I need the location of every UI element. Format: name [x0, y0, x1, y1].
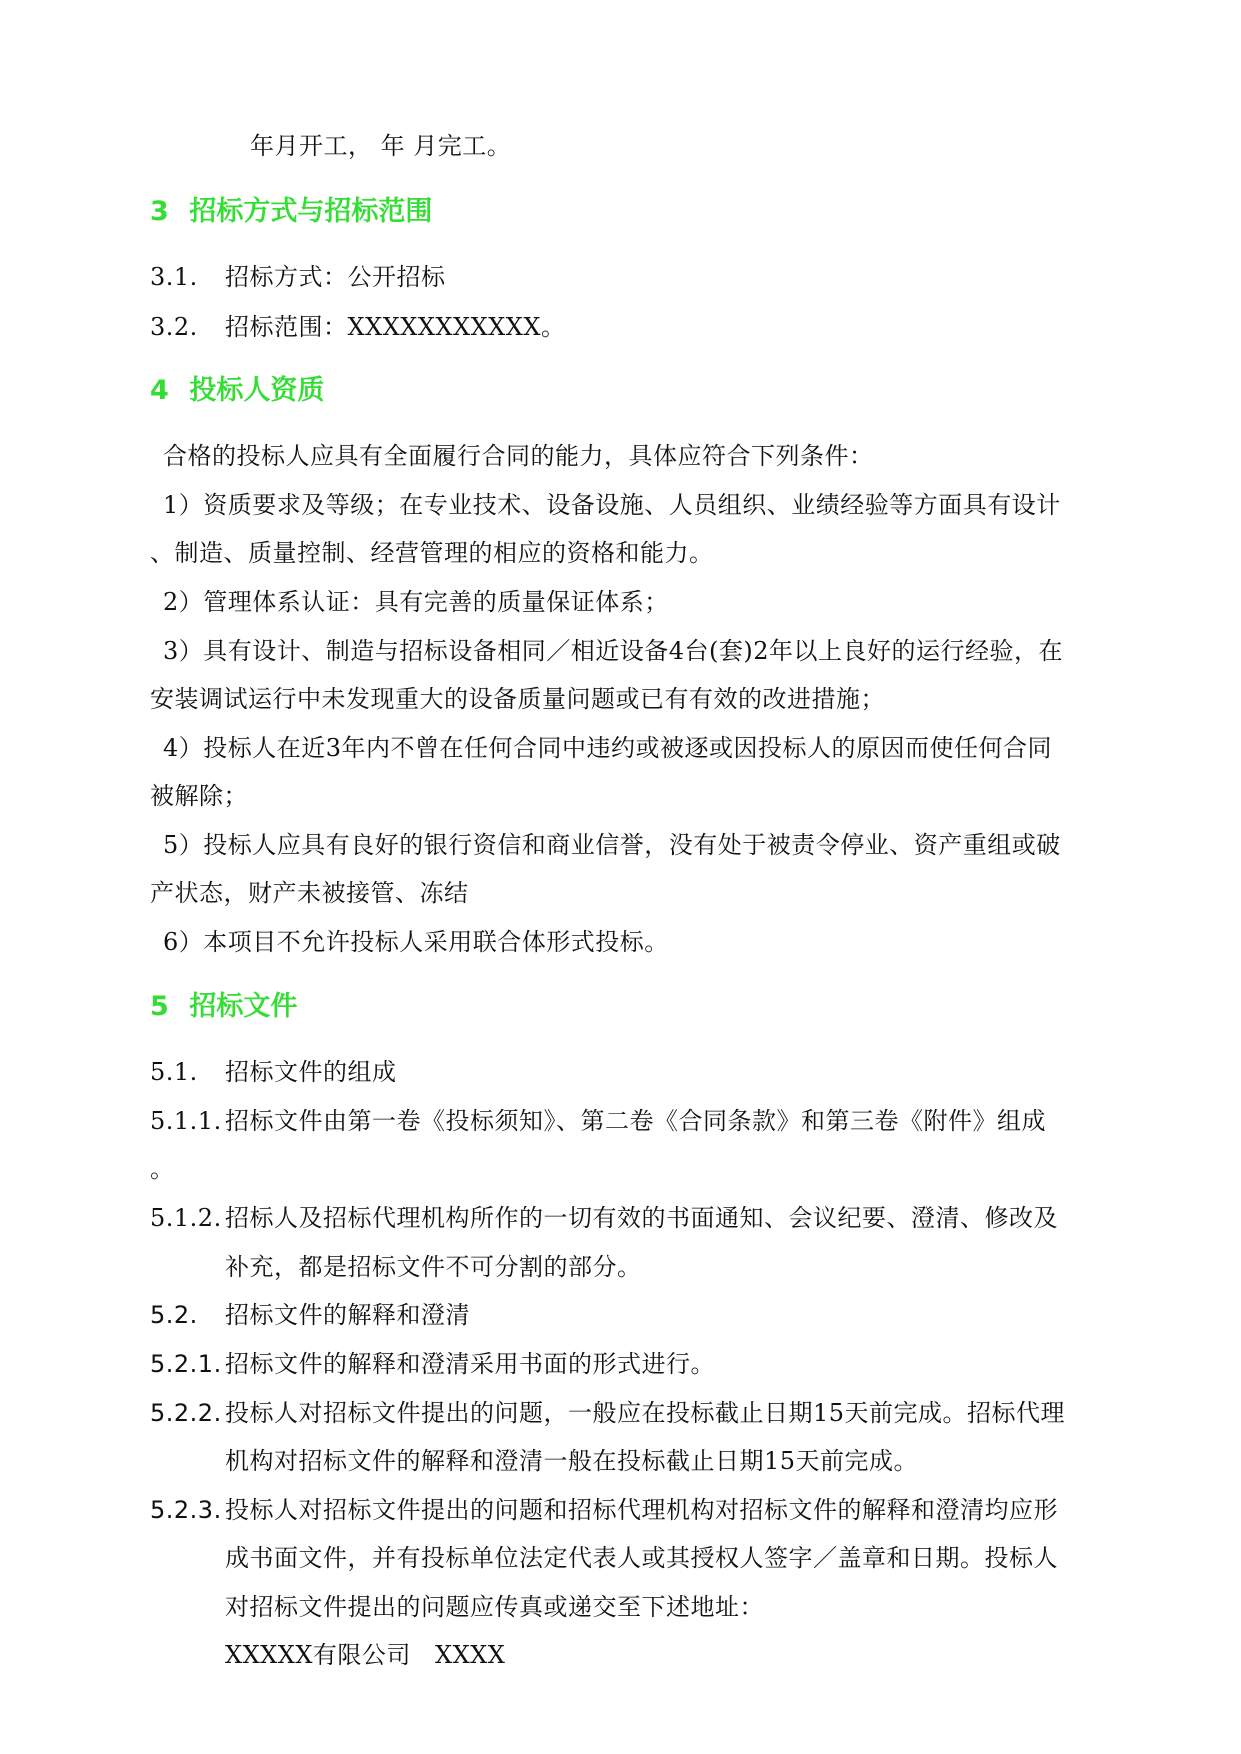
- qualification-item-5: 5）投标人应具有良好的银行资信和商业信誉，没有处于被责令停业、资产重组或破: [163, 831, 1061, 859]
- clause-5-2-2-cont: 机构对招标文件的解释和澄清一般在投标截止日期15天前完成。: [225, 1447, 919, 1475]
- clause-5-1: [150, 1057, 397, 1087]
- company-name: XXXXX有限公司: [225, 1641, 411, 1669]
- qualification-intro: 合格的投标人应具有全面履行合同的能力，具体应符合下列条件：: [163, 442, 874, 470]
- clause-3-2: [150, 312, 565, 342]
- clause-number: 5.2.2.: [150, 1399, 222, 1427]
- clause-text: 招标文件的解释和澄清采用书面的形式进行。: [225, 1350, 715, 1378]
- clause-5-2-1: [150, 1349, 715, 1379]
- clause-number: 5.2.3.: [150, 1496, 222, 1524]
- clause-5-2-3-cont-1: 成书面文件，并有投标单位法定代表人或其授权人签字／盖章和日期。投标人: [225, 1544, 1058, 1572]
- section-5-title: 招标文件: [189, 991, 298, 1022]
- clause-number: 5.1.2.: [150, 1204, 222, 1232]
- qualification-item-2: 2）管理体系认证：具有完善的质量保证体系；: [163, 588, 669, 616]
- clause-5-2-3-cont-2: 对招标文件提出的问题应传真或递交至下述地址：: [225, 1593, 764, 1621]
- completion-date-line: 年月开工， 年 月完工。: [250, 132, 512, 160]
- qualification-item-4-cont: 被解除；: [150, 782, 248, 810]
- section-5-heading: [150, 990, 297, 1024]
- section-3-title: 招标方式与招标范围: [189, 196, 433, 227]
- clause-3-1: [150, 262, 446, 292]
- clause-text: 招标方式：公开招标: [225, 263, 446, 291]
- qualification-item-4: 4）投标人在近3年内不曾在任何合同中违约或被逐或因投标人的原因而使任何合同: [163, 734, 1053, 762]
- qualification-item-3-cont: 安装调试运行中未发现重大的设备质量问题或已有有效的改进措施；: [150, 685, 885, 713]
- qualification-item-3: 3）具有设计、制造与招标设备相同／相近设备4台(套)2年以上良好的运行经验，在: [163, 637, 1064, 665]
- section-4-title: 投标人资质: [189, 375, 325, 406]
- qualification-item-6: 6）本项目不允许投标人采用联合体形式投标。: [163, 928, 669, 956]
- clause-5-2-3: [150, 1495, 1058, 1525]
- clause-5-2: [150, 1300, 470, 1330]
- qualification-item-5-cont: 产状态，财产未被接管、冻结: [150, 879, 469, 907]
- clause-5-2-2: [150, 1398, 1065, 1428]
- clause-text: 招标文件的解释和澄清: [225, 1301, 470, 1329]
- section-5-number: 5: [150, 991, 169, 1022]
- clause-text: 招标范围：XXXXXXXXXXX。: [225, 313, 566, 341]
- clause-5-1-1: [150, 1106, 1046, 1136]
- section-3-number: 3: [150, 196, 169, 227]
- clause-number: 3.1.: [150, 263, 198, 291]
- clause-text: 投标人对招标文件提出的问题和招标代理机构对招标文件的解释和澄清均应形: [225, 1496, 1058, 1524]
- clause-5-1-2: [150, 1203, 1058, 1233]
- qualification-item-1: 1）资质要求及等级；在专业技术、设备设施、人员组织、业绩经验等方面具有设计: [163, 491, 1061, 519]
- clause-number: 5.2.: [150, 1301, 198, 1329]
- clause-text: 招标文件由第一卷《投标须知》、第二卷《合同条款》和第三卷《附件》组成: [225, 1107, 1046, 1135]
- address-detail: XXXX: [435, 1641, 506, 1669]
- clause-text: 投标人对招标文件提出的问题，一般应在投标截止日期15天前完成。招标代理: [225, 1399, 1066, 1427]
- address-line: [225, 1640, 505, 1670]
- clause-number: 5.1.1.: [150, 1107, 222, 1135]
- clause-text: 招标文件的组成: [225, 1058, 397, 1086]
- section-4-number: 4: [150, 375, 169, 406]
- qualification-item-1-cont: 、制造、质量控制、经营管理的相应的资格和能力。: [150, 539, 714, 567]
- clause-text: 招标人及招标代理机构所作的一切有效的书面通知、会议纪要、澄清、修改及: [225, 1204, 1058, 1232]
- section-4-heading: [150, 374, 324, 408]
- clause-number: 3.2.: [150, 313, 198, 341]
- clause-5-1-1-cont: 。: [150, 1155, 175, 1183]
- section-3-heading: [150, 195, 432, 229]
- clause-number: 5.2.1.: [150, 1350, 222, 1378]
- clause-5-1-2-cont: 补充，都是招标文件不可分割的部分。: [225, 1253, 642, 1281]
- clause-number: 5.1.: [150, 1058, 198, 1086]
